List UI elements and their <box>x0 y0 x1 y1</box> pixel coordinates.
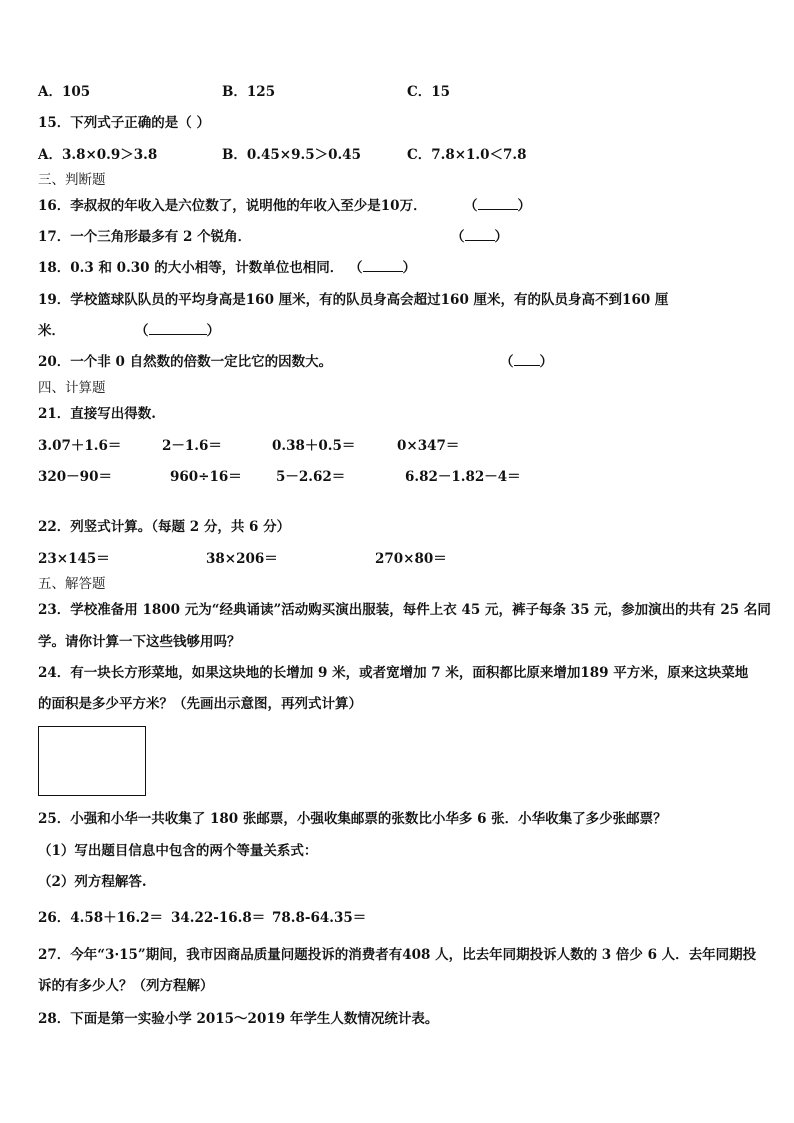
section-heading-judgement: 三、判断题 <box>38 172 106 188</box>
q18-answer-blank[interactable] <box>349 259 416 277</box>
q21-item: 0×347＝ <box>397 438 460 454</box>
q18-open-paren: （ <box>349 260 363 276</box>
section-heading-calculation: 四、计算题 <box>38 380 106 396</box>
q21-item: 320－90＝ <box>38 469 112 485</box>
section-heading-problems: 五、解答题 <box>38 576 106 592</box>
q19-close-paren: ） <box>206 323 220 339</box>
q20-close-paren: ） <box>539 354 553 370</box>
q16-close-paren: ） <box>517 198 531 214</box>
q26-item: 78.8-64.35＝ <box>272 910 367 926</box>
q22-stem: 22．列竖式计算。（每题 2 分，共 6 分） <box>38 519 291 535</box>
q21-item: 3.07＋1.6＝ <box>38 438 122 454</box>
q21-item: 5－2.62＝ <box>276 469 346 485</box>
q28-text: 28．下面是第一实验小学 2015～2019 年学生人数情况统计表。 <box>38 1011 439 1027</box>
q20-blank-line <box>514 353 540 366</box>
q21-item: 0.38＋0.5＝ <box>272 438 356 454</box>
q14-option-c: C．15 <box>407 84 451 100</box>
q27-line2: 诉的有多少人？（列方程解） <box>38 978 214 994</box>
q26-item: 34.22-16.8＝ <box>171 910 266 926</box>
q25-stem: 25．小强和小华一共收集了 180 张邮票，小强收集邮票的张数比小华多 6 张．小华收集了多少张邮票？ <box>38 811 667 827</box>
q21-item: 6.82－1.82－4＝ <box>405 469 521 485</box>
q20-open-paren: （ <box>500 354 514 370</box>
q16-open-paren: （ <box>464 198 478 214</box>
q18-blank-line <box>363 259 403 272</box>
q17-text: 17．一个三角形最多有 2 个锐角． <box>38 229 252 245</box>
q24-line2: 的面积是多少平方米？（先画出示意图，再列式计算） <box>38 696 362 712</box>
q17-answer-blank[interactable] <box>451 228 508 246</box>
rectangle-diagram <box>38 726 146 796</box>
q17-blank-line <box>465 228 495 241</box>
q21-item: 2－1.6＝ <box>162 438 222 454</box>
q14-option-b: B．125 <box>222 84 276 100</box>
q23-line2: 学。请你计算一下这些钱够用吗？ <box>38 634 241 650</box>
q19-answer-blank[interactable] <box>135 322 220 340</box>
q21-stem: 21．直接写出得数. <box>38 406 156 422</box>
q18-text: 18．0.3 和 0.30 的大小相等，计数单位也相同． <box>38 260 344 276</box>
q16-text: 16．李叔叔的年收入是六位数了，说明他的年收入至少是10万． <box>38 198 427 214</box>
q24-line1: 24．有一块长方形菜地，如果这块地的长增加 9 米，或者宽增加 7 米，面积都比原来增加189 平方米，原来这块菜地 <box>38 665 749 681</box>
q14-option-a: A．105 <box>38 84 91 100</box>
q19-open-paren: （ <box>135 323 149 339</box>
q25-sub2: （2）列方程解答. <box>38 874 147 890</box>
q15-option-c: C．7.8×1.0＜7.8 <box>407 147 527 163</box>
q19-blank-line <box>149 322 207 335</box>
q25-sub1: （1）写出题目信息中包含的两个等量关系式： <box>38 843 318 859</box>
q21-item: 960÷16＝ <box>170 469 242 485</box>
q26-item: 26．4.58＋16.2＝ <box>38 910 164 926</box>
q22-item: 38×206＝ <box>206 551 278 567</box>
q17-close-paren: ） <box>494 229 508 245</box>
q22-item: 23×145＝ <box>38 551 110 567</box>
q20-text: 20．一个非 0 自然数的倍数一定比它的因数大。 <box>38 354 333 370</box>
q15-stem: 15．下列式子正确的是（ ） <box>38 115 210 131</box>
q16-answer-blank[interactable] <box>464 197 531 215</box>
q15-option-a: A．3.8×0.9＞3.8 <box>38 147 158 163</box>
q19-line1: 19．学校篮球队队员的平均身高是160 厘米，有的队员身高会超过160 厘米，有的队员身高不到160 厘 <box>38 292 669 308</box>
q15-option-b: B．0.45×9.5＞0.45 <box>222 147 361 163</box>
q16-blank-line <box>478 197 518 210</box>
q27-line1: 27．今年“3·15”期间，我市因商品质量问题投诉的消费者有408 人，比去年同期投诉人数的 3 倍少 6 人．去年同期投 <box>38 947 757 963</box>
q20-answer-blank[interactable] <box>500 353 553 371</box>
q23-line1: 23．学校准备用 1800 元为“经典诵读”活动购买演出服装，每件上衣 45 元，裤子每条 35 元，参加演出的共有 25 名同 <box>38 602 771 618</box>
q19-line2: 米． <box>38 323 65 339</box>
q18-close-paren: ） <box>402 260 416 276</box>
q17-open-paren: （ <box>451 229 465 245</box>
q22-item: 270×80＝ <box>375 551 447 567</box>
